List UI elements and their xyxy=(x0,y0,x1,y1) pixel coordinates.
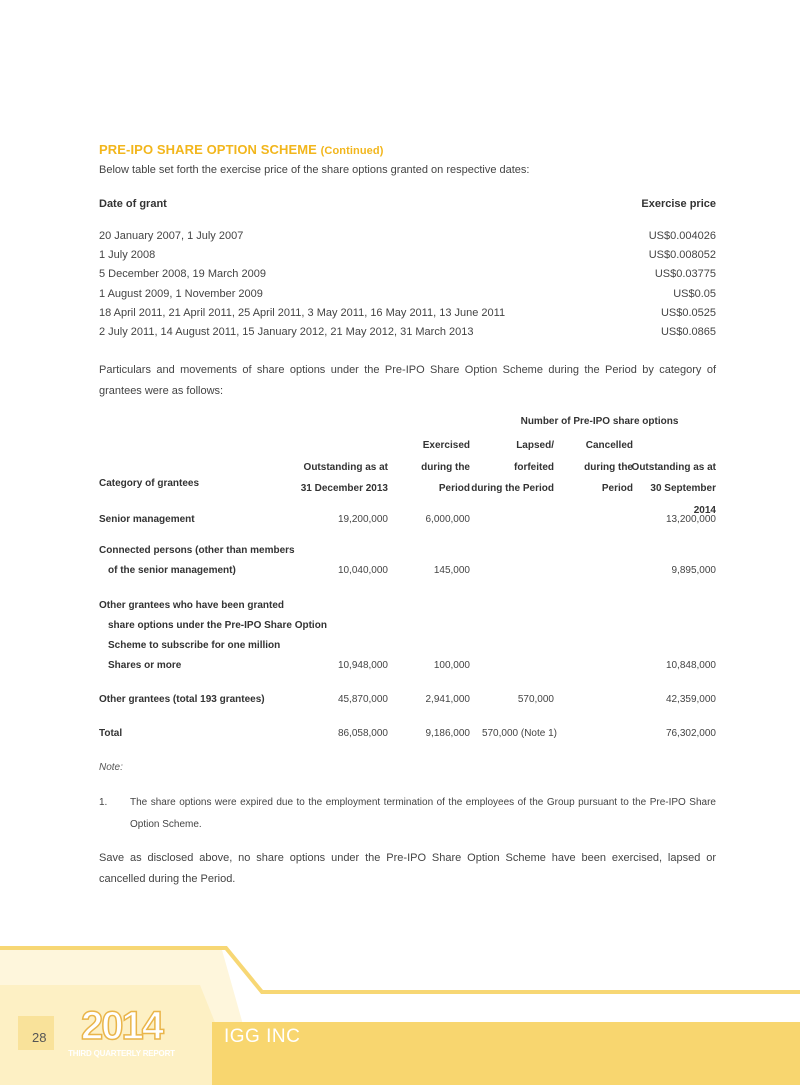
page-number: 28 xyxy=(32,1030,47,1045)
exercise-price: US$0.008052 xyxy=(648,249,716,262)
exercised-value: 100,000 xyxy=(433,660,470,671)
movements-intro: Particulars and movements of share options under the Pre-IPO Share Option Scheme during the Period by category of grantees were as follows: xyxy=(99,364,716,397)
exercised-value: 9,186,000 xyxy=(425,728,470,739)
header-line: forfeited xyxy=(514,461,554,473)
exercise-price: US$0.03775 xyxy=(654,268,716,281)
section-title-continued: (Continued) xyxy=(320,145,384,157)
section-title-main: PRE-IPO SHARE OPTION SCHEME xyxy=(99,142,317,157)
col-category: Category of grantees xyxy=(99,478,200,489)
header-line: Period xyxy=(438,483,470,494)
header-line: Lapsed/ xyxy=(516,440,554,451)
outstanding-start-value: 45,870,000 xyxy=(337,694,388,705)
exercised-value: 2,941,000 xyxy=(425,694,470,705)
outstanding-start-value: 10,948,000 xyxy=(337,660,388,671)
label-line: Other grantees (total 193 grantees) xyxy=(99,694,265,705)
outstanding-end-value: 9,895,000 xyxy=(671,565,716,576)
header-line: Outstanding as at xyxy=(303,461,388,473)
grant-date: 1 August 2009, 1 November 2009 xyxy=(99,287,263,300)
header-line: during the xyxy=(584,461,633,473)
outstanding-end-value: 42,359,000 xyxy=(665,694,716,705)
label-line: Scheme to subscribe for one million xyxy=(108,640,281,651)
header-line: 30 September 2014 xyxy=(650,483,716,516)
header-line: 31 December 2013 xyxy=(300,483,388,494)
label-line: Total xyxy=(99,728,123,739)
label-line: Senior management xyxy=(99,514,195,525)
report-logo-subtitle: THIRD QUARTERLY REPORT xyxy=(68,1049,175,1058)
outstanding-end-value: 76,302,000 xyxy=(665,728,716,739)
exercise-price: US$0.0525 xyxy=(660,306,716,319)
grant-date: 5 December 2008, 19 March 2009 xyxy=(99,268,266,281)
grant-date: 18 April 2011, 21 April 2011, 25 April 2011, 3 May 2011, 16 May 2011, 13 June 2011 xyxy=(99,306,506,319)
header-line: during the xyxy=(421,461,470,473)
label-line: Other grantees who have been granted xyxy=(99,600,285,611)
grant-date: 1 July 2008 xyxy=(99,249,156,262)
label-line: Shares or more xyxy=(108,660,182,671)
header-line: Exercised xyxy=(422,440,470,451)
header-date-of-grant: Date of grant xyxy=(99,198,167,210)
label-line: of the senior management) xyxy=(108,565,236,576)
header-line: Outstanding as at xyxy=(631,461,716,473)
lapsed-value: 570,000 xyxy=(517,694,554,705)
outstanding-start-value: 19,200,000 xyxy=(337,514,388,525)
lapsed-value: 570,000 (Note 1) xyxy=(481,728,557,739)
outstanding-end-value: 13,200,000 xyxy=(665,514,716,525)
exercised-value: 145,000 xyxy=(433,565,470,576)
grant-date: 2 July 2011, 14 August 2011, 15 January 2012, 21 May 2012, 31 March 2013 xyxy=(99,325,474,338)
exercise-price: US$0.004026 xyxy=(648,230,716,242)
header-line: during the Period xyxy=(471,483,554,494)
label-line: share options under the Pre-IPO Share Option xyxy=(108,620,327,631)
outstanding-start-value: 86,058,000 xyxy=(337,728,388,739)
outstanding-end-value: 10,848,000 xyxy=(665,660,716,671)
label-line: Connected persons (other than members xyxy=(99,545,295,556)
note-number: 1. xyxy=(99,797,108,808)
report-logo-year: 2014 xyxy=(81,1004,162,1048)
exercise-price: US$0.0865 xyxy=(660,325,716,338)
note-text: The share options were expired due to the employment termination of the employees of the Group pursuant to the Pre-IPO Share Option Scheme. xyxy=(130,797,716,830)
company-name: IGG INC xyxy=(224,1026,301,1047)
outstanding-start-value: 10,040,000 xyxy=(337,565,388,576)
header-exercise-price: Exercise price xyxy=(641,198,716,210)
closing-paragraph: Save as disclosed above, no share options under the Pre-IPO Share Option Scheme have been exercised, lapsed or cancelled during the Period. xyxy=(99,852,716,885)
section-intro: Below table set forth the exercise price of the share options granted on respective dates: xyxy=(99,164,530,176)
exercise-price: US$0.05 xyxy=(673,287,716,300)
exercised-value: 6,000,000 xyxy=(425,514,470,525)
header-line: Cancelled xyxy=(585,440,633,451)
grant-date: 20 January 2007, 1 July 2007 xyxy=(99,230,244,242)
header-line: Period xyxy=(601,483,633,494)
group-header: Number of Pre-IPO share options xyxy=(520,416,679,427)
note-title: Note: xyxy=(99,762,123,773)
